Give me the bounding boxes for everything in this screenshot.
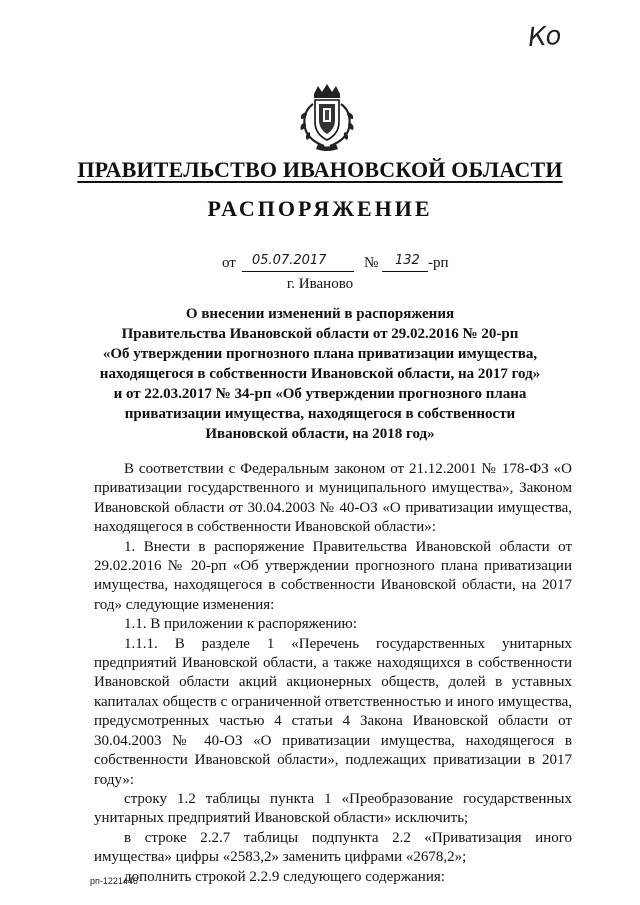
date-underline (242, 271, 354, 272)
handwritten-corner-mark: Ко (526, 20, 562, 54)
heading-line: «Об утверждении прогнозного плана приватизации имущества, (102, 346, 538, 362)
heading-line: и от 22.03.2017 № 34-рп «Об утверждении прогнозного плана (113, 386, 527, 402)
heading-line: приватизации имущества, находящегося в собственности (124, 406, 516, 422)
registration-line (200, 253, 500, 275)
heading-line: находящегося в собственности Ивановской области, на 2017 год» (99, 366, 541, 382)
number-value: 132 (395, 253, 420, 268)
paragraph-row-1-2: строку 1.2 таблицы пункта 1 «Преобразование государственных унитарных предприятий Ивановской области» исключить; (94, 790, 572, 827)
heading-line: Правительства Ивановской области от 29.02.2016 № 20-рп (121, 326, 519, 342)
city-line: г. Иваново (286, 276, 354, 292)
document-body (94, 460, 572, 887)
date-value: 05.07.2017 (252, 253, 327, 268)
heading-line: О внесении изменений в распоряжения (185, 306, 455, 322)
government-title: ПРАВИТЕЛЬСТВО ИВАНОВСКОЙ ОБЛАСТИ (77, 157, 563, 182)
paragraph-preamble: В соответствии с Федеральным законом от 21.12.2001 № 178-ФЗ «О приватизации государственного и муниципального имущества», Законом Ивановской области от 30.04.2003 № 40-ОЗ «О приватизации имущества, находящегося в собственности Ивановской области»: (94, 461, 572, 536)
heading-line: Ивановской области, на 2018 год» (205, 426, 435, 442)
footer-document-code: рп-1221446 (90, 876, 138, 886)
paragraph-row-2-2-7: в строке 2.2.7 таблицы подпункта 2.2 «Приватизация иного имущества» цифры «2583,2» заменить цифрами «2678,2»; (94, 829, 572, 866)
paragraph-row-2-2-9: дополнить строкой 2.2.9 следующего содержания: (124, 868, 445, 885)
paragraph-item-1-1-1: 1.1.1. В разделе 1 «Перечень государственных унитарных предприятий Ивановской области, а также находящихся в собственности Ивановской области акций акционерных обществ, долей в уставных капиталах обществ с ограниченной ответственностью и иного имущества, предусмотренных частью 4 статьи 4 Закона Ивановской области от 30.04.2003 № 40-ОЗ «О приватизации имущества, находящегося в собственности Ивановской области», подлежащих приватизации в 2017 году»: (94, 635, 572, 788)
document-type-title: РАСПОРЯЖЕНИЕ (207, 196, 433, 221)
ivanovo-coat-of-arms-icon (296, 82, 358, 152)
paragraph-item-1: 1. Внести в распоряжение Правительства Ивановской области от 29.02.2016 № 20-рп «Об утверждении прогнозного плана приватизации имущества, находящегося в собственности Ивановской области, на 2017 год» следующие изменения: (94, 538, 572, 613)
number-label: № (364, 255, 379, 271)
document-heading (80, 304, 560, 444)
number-underline (382, 271, 428, 272)
date-label: от (222, 255, 236, 271)
paragraph-item-1-1: 1.1. В приложении к распоряжению: (124, 616, 357, 633)
number-suffix: -рп (428, 255, 449, 271)
